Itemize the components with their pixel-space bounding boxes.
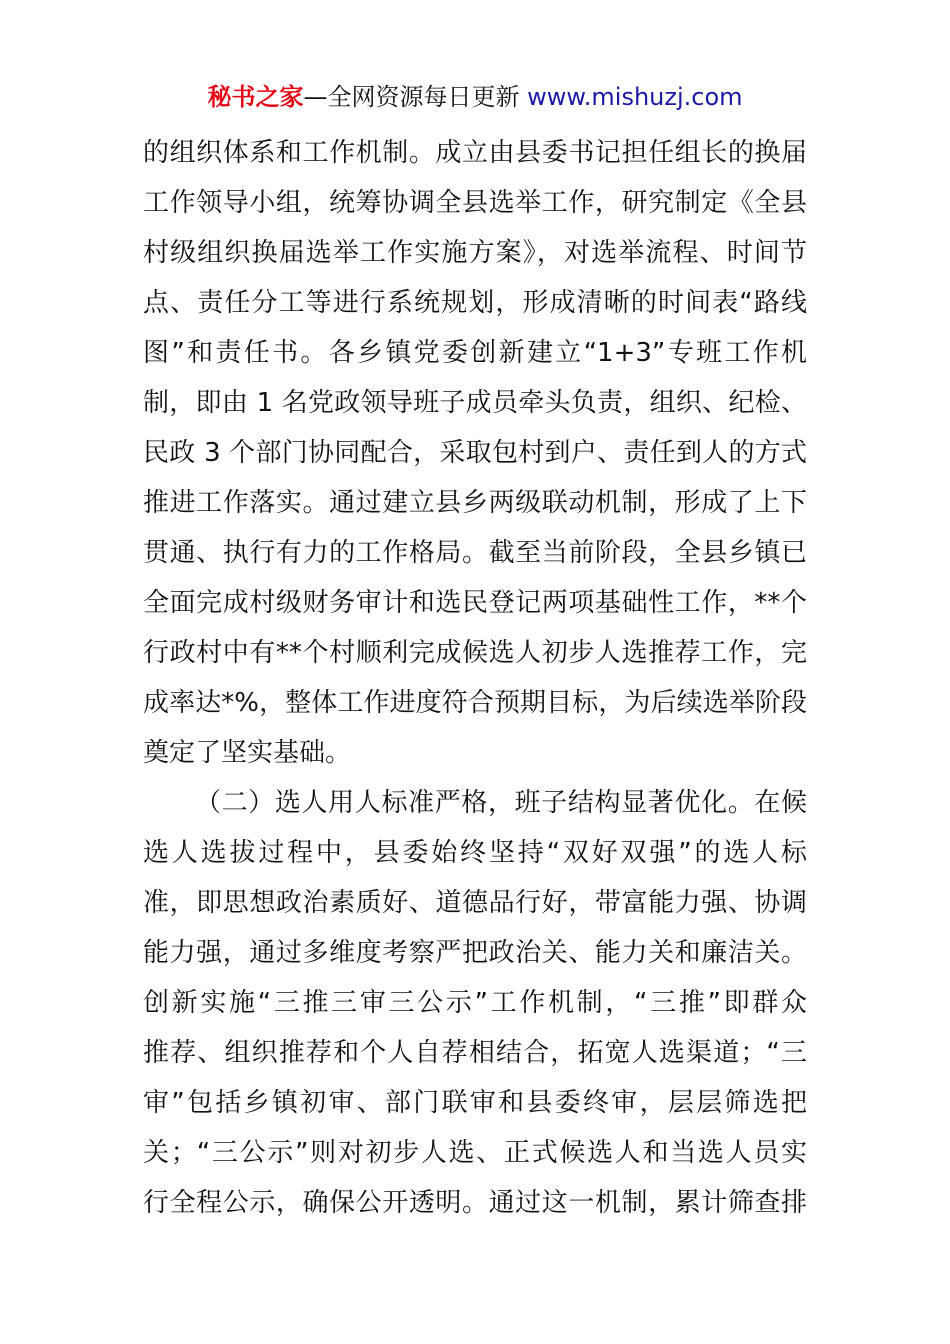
text-line: 工作领导小组，统筹协调全县选举工作，研究制定《全县: [143, 188, 807, 218]
text-line: 制，即由 1 名党政领导班子成员牵头负责，组织、纪检、: [143, 388, 807, 418]
site-url-link[interactable]: www.mishuzj.com: [527, 83, 743, 111]
text-line: 推进工作落实。通过建立县乡两级联动机制，形成了上下: [143, 488, 807, 518]
text-line: 的组织体系和工作机制。成立由县委书记担任组长的换届: [143, 138, 807, 168]
text-line: 图”和责任书。各乡镇党委创新建立“1+3”专班工作机: [143, 338, 807, 368]
site-tagline: —全网资源每日更新: [303, 83, 520, 111]
text-line: 民政 3 个部门协同配合，采取包村到户、责任到人的方式: [143, 438, 807, 468]
text-line: 村级组织换届选举工作实施方案》，对选举流程、时间节: [143, 238, 807, 268]
paragraph-1: [143, 128, 807, 778]
text-line: 创新实施“三推三审三公示”工作机制，“三推”即群众: [143, 988, 807, 1018]
document-body: [143, 128, 807, 1228]
text-line: 成率达*%，整体工作进度符合预期目标，为后续选举阶段: [143, 688, 807, 718]
text-line: 贯通、执行有力的工作格局。截至当前阶段，全县乡镇已: [143, 538, 807, 568]
site-header: [0, 80, 950, 114]
text-line: 行全程公示，确保公开透明。通过这一机制，累计筛查排: [143, 1188, 807, 1218]
text-line: 点、责任分工等进行系统规划，形成清晰的时间表“路线: [143, 288, 807, 318]
text-line: 准，即思想政治素质好、道德品行好，带富能力强、协调: [143, 888, 807, 918]
text-line: 奠定了坚实基础。: [143, 738, 352, 768]
text-line: 推荐、组织推荐和个人自荐相结合，拓宽人选渠道；“三: [143, 1038, 807, 1068]
paragraph-2: [143, 778, 807, 1228]
text-line: 选人选拔过程中，县委始终坚持“双好双强”的选人标: [143, 838, 807, 868]
text-line: 能力强，通过多维度考察严把政治关、能力关和廉洁关。: [143, 938, 807, 968]
site-brand: 秘书之家: [207, 83, 304, 111]
section-heading-line: （二）选人用人标准严格，班子结构显著优化。在候: [195, 788, 807, 818]
text-line: 行政村中有**个村顺利完成候选人初步人选推荐工作，完: [143, 638, 807, 668]
text-line: 关；“三公示”则对初步人选、正式候选人和当选人员实: [143, 1138, 807, 1168]
text-line: 全面完成村级财务审计和选民登记两项基础性工作，**个: [143, 588, 807, 618]
text-line: 审”包括乡镇初审、部门联审和县委终审，层层筛选把: [143, 1088, 807, 1118]
